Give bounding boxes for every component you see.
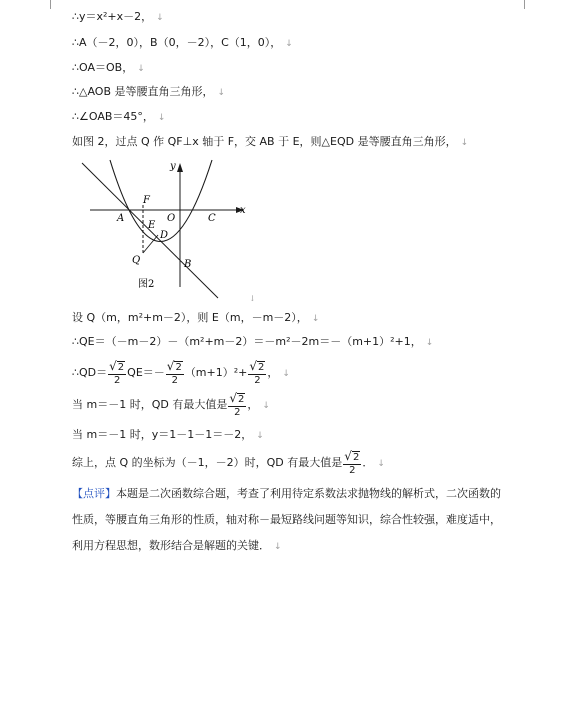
label-O: O: [167, 213, 176, 224]
paragraph-mark-icon: ↓: [157, 113, 166, 123]
comment-tag: 【点评】: [72, 487, 116, 500]
paragraph-mark-icon: ↓: [249, 294, 256, 303]
text-line-9: ∴QD＝ $\frac{√2}{2}$ QE＝－ $\frac{√2}{2}$ （m+1）²+ $\frac{√2}{2}$ ， ↓: [72, 358, 290, 386]
label-C: C: [208, 213, 216, 224]
text-line-3: ∴OA＝OB， ↓: [72, 61, 145, 74]
label-D: D: [160, 230, 169, 241]
paragraph-mark-icon: ↓: [377, 459, 385, 469]
label-B: B: [184, 259, 192, 270]
fraction-sqrt2-over-2: $\frac{√2}{2}$: [229, 390, 245, 418]
label-y: y: [170, 161, 176, 172]
fraction-sqrt2-over-2: $\frac{√2}{2}$: [249, 358, 265, 386]
text-line-8: ∴QE＝（－m－2）－（m²+m－2）＝－m²－2m＝－（m+1）²+1， ↓: [72, 335, 434, 348]
page-corner-mark-left: [40, 0, 51, 9]
fraction-sqrt2-over-2: $\frac{√2}{2}$: [109, 358, 125, 386]
text-line-7: 设 Q（m，m²+m－2），则 E（m，－m－2）， ↓: [72, 311, 320, 324]
text-line-6: 如图 2，过点 Q 作 QF⊥x 轴于 F，交 AB 于 E，则△EQD 是等腰直角三角形， ↓: [72, 135, 469, 148]
paragraph-mark-icon: ↓: [137, 64, 145, 74]
paragraph-mark-icon: ↓: [282, 369, 290, 379]
paragraph-mark-icon: ↓: [156, 13, 164, 23]
text-line-4: ∴△AOB 是等腰直角三角形， ↓: [72, 85, 226, 98]
paragraph-mark-icon: ↓: [256, 431, 264, 441]
figure-2-diagram: [72, 155, 262, 305]
segment-qd: [143, 235, 158, 253]
paragraph-mark-icon: ↓: [285, 39, 293, 49]
fraction-sqrt2-over-2: $\frac{√2}{2}$: [166, 358, 182, 386]
comment-text: 本题是二次函数综合题，考查了利用待定系数法求抛物线的解析式，二次函数的性质，等腰直角三角形的性质，轴对称－最短路线问题等知识，综合性较强，难度适中，利用方程思想，数形结合是解题的关键．: [72, 487, 501, 552]
text-line-1: ∴y＝x²+x－2， ↓: [72, 10, 164, 23]
page-corner-mark-right: [524, 0, 535, 9]
paragraph-mark-icon: ↓: [274, 542, 282, 552]
label-A: A: [117, 213, 125, 224]
comment-paragraph: [72, 481, 510, 560]
text-line-12: 综上，点 Q 的坐标为（－1，－2）时，QD 有最大值是 $\frac{√2}{2}$ ． ↓: [72, 448, 385, 476]
paragraph-mark-icon: ↓: [262, 401, 270, 411]
paragraph-mark-icon: ↓: [460, 138, 469, 148]
label-E: E: [148, 220, 156, 231]
text-line-11: 当 m＝－1 时，y＝1－1－1＝－2， ↓: [72, 428, 264, 441]
label-Q: Q: [132, 255, 141, 266]
y-axis-arrow: [177, 163, 183, 172]
text-line-2: ∴A（－2，0），B（0，－2），C（1，0）， ↓: [72, 36, 293, 49]
figure-caption: 图2: [138, 279, 155, 290]
text-line-5: ∴∠OAB＝45°， ↓: [72, 110, 166, 123]
paragraph-mark-icon: ↓: [311, 314, 320, 324]
paragraph-mark-icon: ↓: [425, 338, 434, 348]
fraction-sqrt2-over-2: $\frac{√2}{2}$: [344, 448, 360, 476]
paragraph-mark-icon: ↓: [217, 88, 226, 98]
text-line-10: 当 m＝－1 时，QD 有最大值是 $\frac{√2}{2}$ ， ↓: [72, 390, 270, 418]
label-F: F: [143, 195, 150, 206]
label-x: x: [240, 205, 246, 216]
